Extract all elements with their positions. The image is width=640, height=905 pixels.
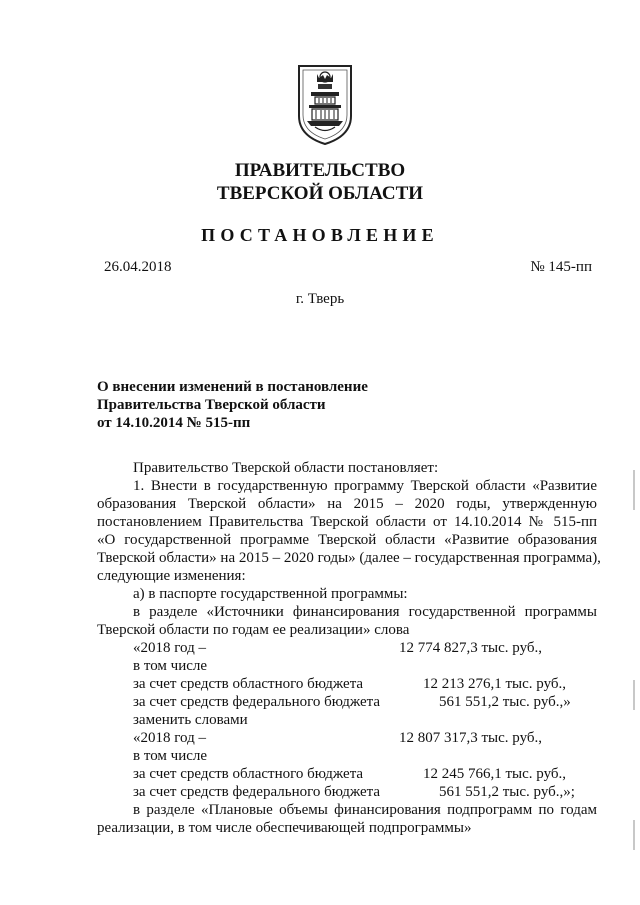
- paragraph-line: следующие изменения:: [97, 568, 246, 584]
- document-subject: [97, 378, 417, 432]
- funding-value: 12 774 827,3 тыс. руб.,: [399, 640, 543, 656]
- gov-title-line1: ПРАВИТЕЛЬСТВО: [234, 160, 406, 181]
- funding-value: 12 213 276,1 тыс. руб.,: [423, 676, 567, 692]
- document-city: г. Тверь: [295, 291, 345, 307]
- subject-line: Правительства Тверской области: [97, 397, 326, 413]
- funding-row: [133, 675, 597, 693]
- funding-label: за счет средств федерального бюджета: [133, 784, 381, 800]
- paragraph-line: в разделе «Плановые объемы финансирования подпрограмм по годам: [133, 802, 597, 818]
- funding-label: в том числе: [133, 658, 208, 674]
- paragraph-line: «О государственной программе Тверской области «Развитие образования: [97, 532, 597, 548]
- funding-row: [133, 657, 597, 675]
- list-item-a: а) в паспорте государственной программы:: [133, 586, 408, 602]
- gov-title-line2: ТВЕРСКОЙ ОБЛАСТИ: [216, 183, 424, 204]
- funding-row: [133, 765, 597, 783]
- funding-label: за счет средств областного бюджета: [133, 676, 364, 692]
- funding-label: за счет средств областного бюджета: [133, 766, 364, 782]
- paragraph-line: Тверской области» на 2015 – 2020 годы» (далее – государственная программа),: [97, 550, 601, 566]
- funding-value: 561 551,2 тыс. руб.,»;: [439, 784, 575, 800]
- document-number: № 145-пп: [530, 259, 592, 275]
- scan-edge-mark: [633, 470, 635, 510]
- replace-with-text: заменить словами: [133, 712, 248, 728]
- scan-edge-mark: [633, 820, 635, 850]
- document-date: 26.04.2018: [104, 259, 172, 275]
- paragraph-line: в разделе «Источники финансирования государственной программы: [133, 604, 597, 620]
- funding-row: [133, 639, 597, 657]
- paragraph-line: 1. Внести в государственную программу Тверской области «Развитие: [133, 478, 597, 494]
- document-type-heading: ПОСТАНОВЛЕНИЕ: [201, 225, 439, 245]
- funding-value: 12 245 766,1 тыс. руб.,: [423, 766, 567, 782]
- funding-label: в том числе: [133, 748, 208, 764]
- funding-row: [133, 783, 597, 801]
- coat-of-arms-icon: [297, 64, 353, 146]
- intro-paragraph: Правительство Тверской области постановляет:: [133, 460, 439, 476]
- funding-row: [133, 693, 597, 711]
- funding-value: 12 807 317,3 тыс. руб.,: [399, 730, 543, 746]
- funding-label: «2018 год –: [133, 730, 206, 746]
- subject-line: О внесении изменений в постановление: [97, 379, 368, 395]
- paragraph-line: постановлением Правительства Тверской области от 14.10.2014 № 515-пп: [97, 514, 597, 530]
- funding-label: «2018 год –: [133, 640, 206, 656]
- funding-value: 561 551,2 тыс. руб.,»: [439, 694, 571, 710]
- funding-row: [133, 729, 597, 747]
- paragraph-line: реализации, в том числе обеспечивающей подпрограммы»: [97, 820, 472, 836]
- paragraph-line: образования Тверской области» на 2015 – 2020 годы, утвержденную: [97, 496, 597, 512]
- funding-label: за счет средств федерального бюджета: [133, 694, 381, 710]
- funding-row: [133, 747, 597, 765]
- scan-edge-mark: [633, 680, 635, 710]
- paragraph-line: Тверской области по годам ее реализации» слова: [97, 622, 410, 638]
- subject-line: от 14.10.2014 № 515-пп: [97, 415, 251, 431]
